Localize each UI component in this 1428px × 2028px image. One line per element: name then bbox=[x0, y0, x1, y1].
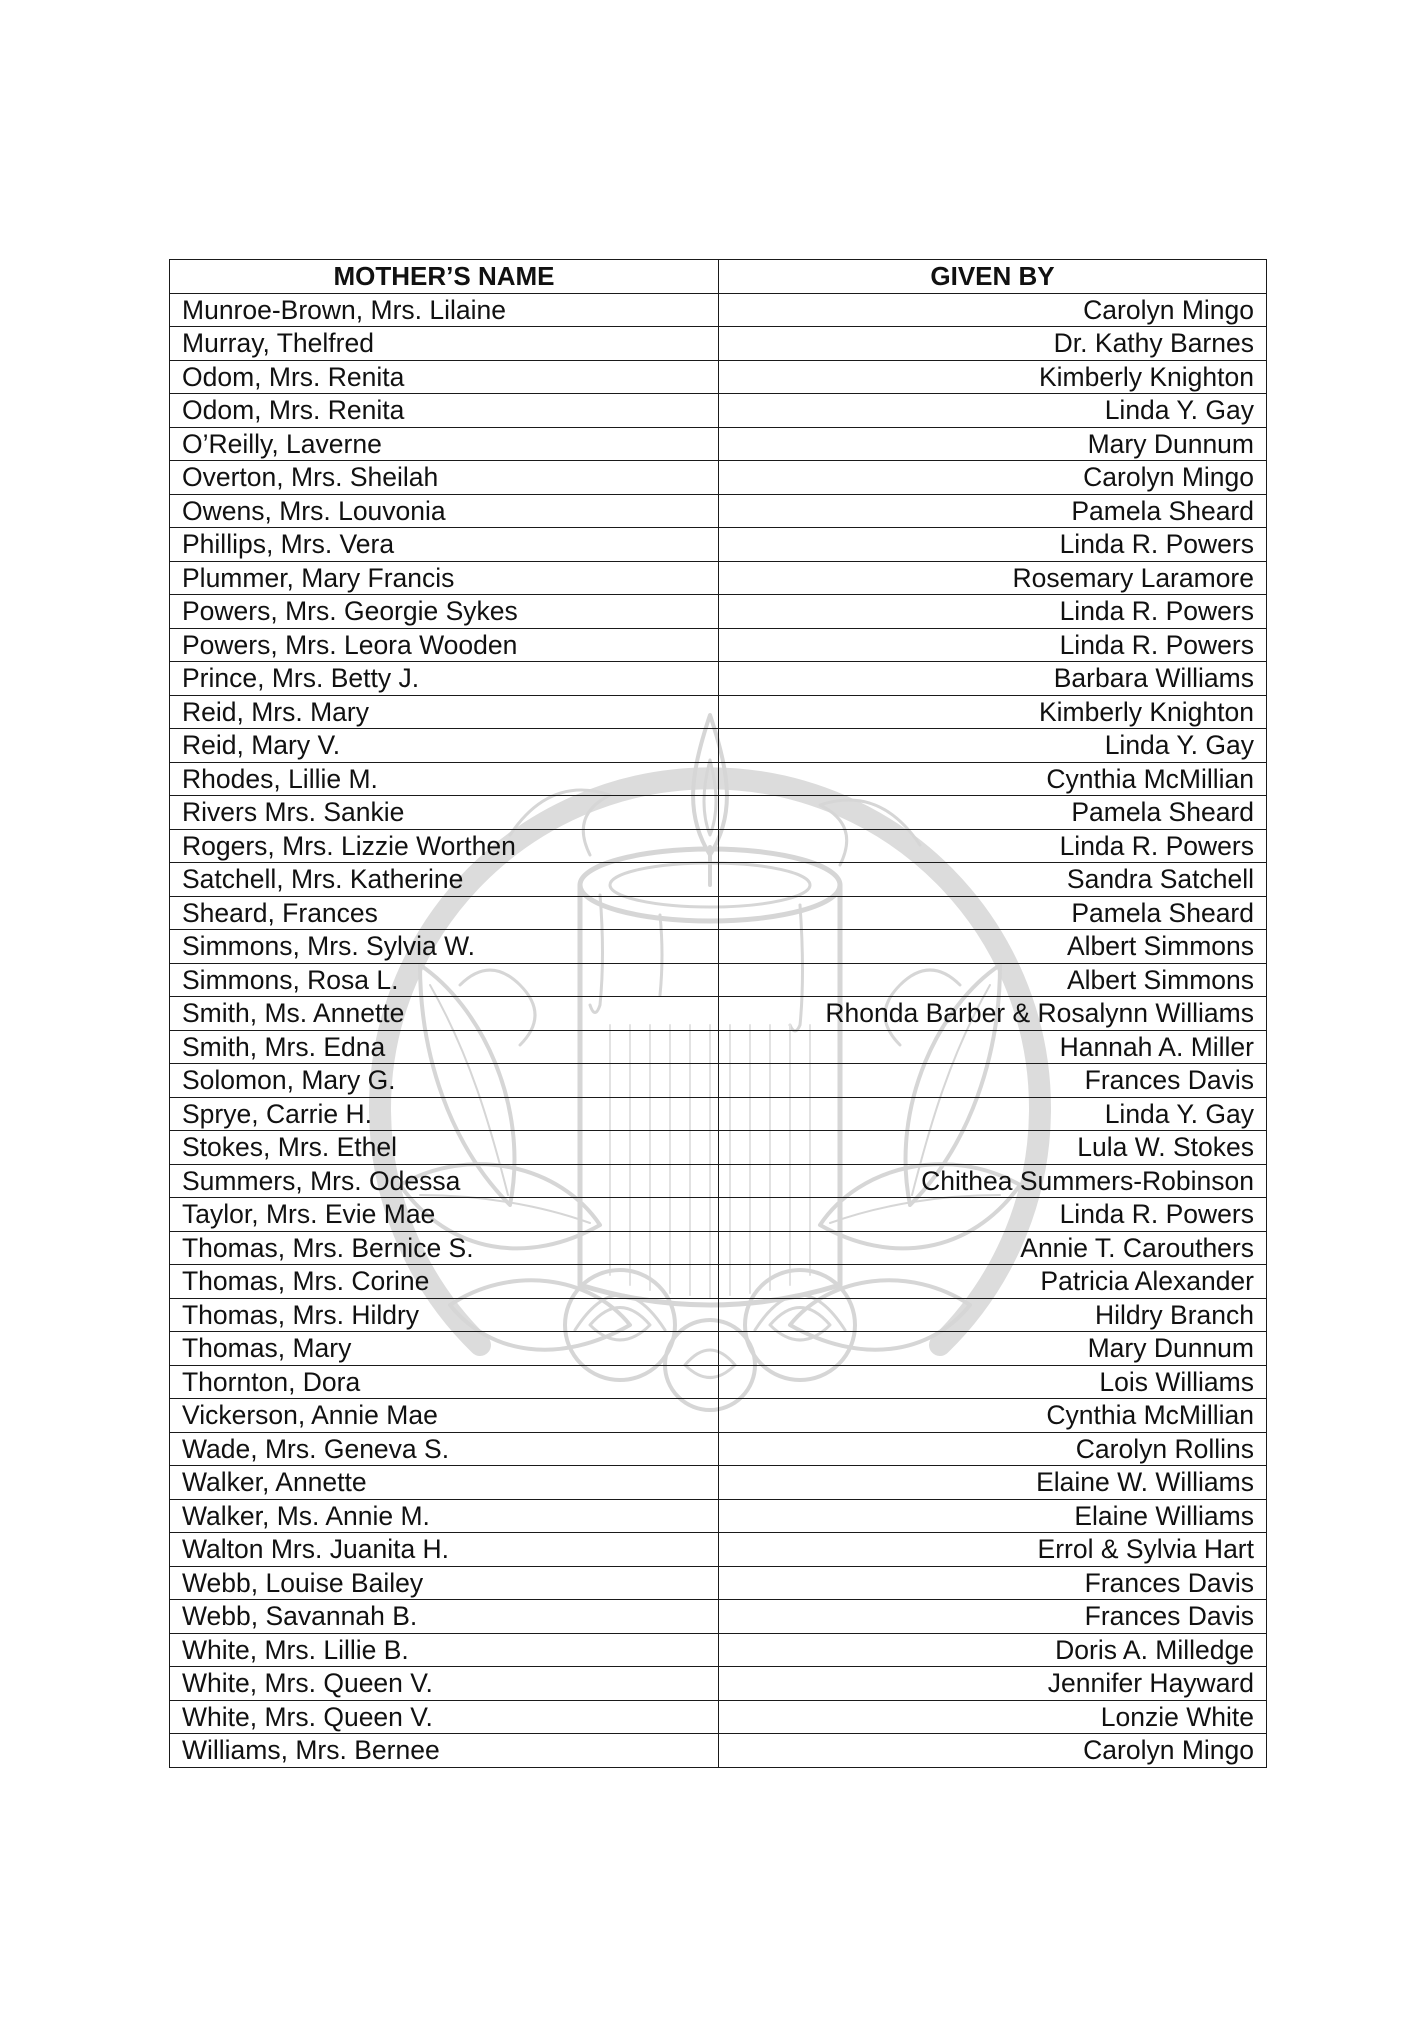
mother-name-cell: Sheard, Frances bbox=[170, 896, 719, 930]
mother-name-cell: Smith, Mrs. Edna bbox=[170, 1030, 719, 1064]
mother-name-cell: Simmons, Rosa L. bbox=[170, 963, 719, 997]
column-header-mothers-name: MOTHER’S NAME bbox=[170, 260, 719, 294]
table-row bbox=[170, 1332, 1267, 1366]
table-row bbox=[170, 1734, 1267, 1768]
table-row bbox=[170, 1600, 1267, 1634]
table-row bbox=[170, 1700, 1267, 1734]
mother-name-cell: Owens, Mrs. Louvonia bbox=[170, 494, 719, 528]
table-row bbox=[170, 1265, 1267, 1299]
table-row bbox=[170, 829, 1267, 863]
table-row bbox=[170, 494, 1267, 528]
mother-name-cell: Reid, Mrs. Mary bbox=[170, 695, 719, 729]
table-row bbox=[170, 863, 1267, 897]
given-by-cell: Dr. Kathy Barnes bbox=[719, 327, 1267, 361]
table-row bbox=[170, 1298, 1267, 1332]
given-by-cell: Mary Dunnum bbox=[719, 1332, 1267, 1366]
given-by-cell: Frances Davis bbox=[719, 1566, 1267, 1600]
table-row bbox=[170, 1566, 1267, 1600]
given-by-cell: Errol & Sylvia Hart bbox=[719, 1533, 1267, 1567]
given-by-cell: Linda Y. Gay bbox=[719, 394, 1267, 428]
mother-name-cell: Satchell, Mrs. Katherine bbox=[170, 863, 719, 897]
mother-name-cell: Powers, Mrs. Leora Wooden bbox=[170, 628, 719, 662]
table-row bbox=[170, 963, 1267, 997]
table-row bbox=[170, 528, 1267, 562]
table-row bbox=[170, 1466, 1267, 1500]
mother-name-cell: Phillips, Mrs. Vera bbox=[170, 528, 719, 562]
mother-name-cell: Stokes, Mrs. Ethel bbox=[170, 1131, 719, 1165]
table-header-row bbox=[170, 260, 1267, 294]
table-row bbox=[170, 1131, 1267, 1165]
given-by-cell: Frances Davis bbox=[719, 1600, 1267, 1634]
mother-name-cell: White, Mrs. Lillie B. bbox=[170, 1633, 719, 1667]
mother-name-cell: Reid, Mary V. bbox=[170, 729, 719, 763]
table-row bbox=[170, 1667, 1267, 1701]
mother-name-cell: Thomas, Mrs. Corine bbox=[170, 1265, 719, 1299]
mother-name-cell: Simmons, Mrs. Sylvia W. bbox=[170, 930, 719, 964]
mother-name-cell: Walton Mrs. Juanita H. bbox=[170, 1533, 719, 1567]
table-row bbox=[170, 394, 1267, 428]
mother-name-cell: Prince, Mrs. Betty J. bbox=[170, 662, 719, 696]
table-row bbox=[170, 293, 1267, 327]
table-row bbox=[170, 997, 1267, 1031]
given-by-cell: Rhonda Barber & Rosalynn Williams bbox=[719, 997, 1267, 1031]
given-by-cell: Pamela Sheard bbox=[719, 896, 1267, 930]
given-by-cell: Linda R. Powers bbox=[719, 628, 1267, 662]
table-row bbox=[170, 1164, 1267, 1198]
mother-name-cell: Wade, Mrs. Geneva S. bbox=[170, 1432, 719, 1466]
given-by-cell: Pamela Sheard bbox=[719, 494, 1267, 528]
mother-name-cell: Smith, Ms. Annette bbox=[170, 997, 719, 1031]
mother-name-cell: Thomas, Mary bbox=[170, 1332, 719, 1366]
mother-name-cell: Walker, Annette bbox=[170, 1466, 719, 1500]
mother-name-cell: Thornton, Dora bbox=[170, 1365, 719, 1399]
given-by-cell: Chithea Summers-Robinson bbox=[719, 1164, 1267, 1198]
mother-name-cell: Vickerson, Annie Mae bbox=[170, 1399, 719, 1433]
mother-name-cell: Solomon, Mary G. bbox=[170, 1064, 719, 1098]
mother-name-cell: Overton, Mrs. Sheilah bbox=[170, 461, 719, 495]
given-by-cell: Elaine Williams bbox=[719, 1499, 1267, 1533]
given-by-cell: Hildry Branch bbox=[719, 1298, 1267, 1332]
mother-name-cell: Rivers Mrs. Sankie bbox=[170, 796, 719, 830]
given-by-cell: Linda R. Powers bbox=[719, 829, 1267, 863]
tribute-table bbox=[169, 259, 1267, 1768]
table-row bbox=[170, 561, 1267, 595]
table-row bbox=[170, 1499, 1267, 1533]
given-by-cell: Albert Simmons bbox=[719, 930, 1267, 964]
table-row bbox=[170, 461, 1267, 495]
mother-name-cell: O’Reilly, Laverne bbox=[170, 427, 719, 461]
mother-name-cell: White, Mrs. Queen V. bbox=[170, 1667, 719, 1701]
table-row bbox=[170, 1399, 1267, 1433]
table-row bbox=[170, 1097, 1267, 1131]
mother-name-cell: Walker, Ms. Annie M. bbox=[170, 1499, 719, 1533]
given-by-cell: Doris A. Milledge bbox=[719, 1633, 1267, 1667]
given-by-cell: Annie T. Carouthers bbox=[719, 1231, 1267, 1265]
table-row bbox=[170, 762, 1267, 796]
given-by-cell: Linda R. Powers bbox=[719, 1198, 1267, 1232]
given-by-cell: Linda R. Powers bbox=[719, 528, 1267, 562]
given-by-cell: Mary Dunnum bbox=[719, 427, 1267, 461]
mother-name-cell: Summers, Mrs. Odessa bbox=[170, 1164, 719, 1198]
given-by-cell: Albert Simmons bbox=[719, 963, 1267, 997]
given-by-cell: Rosemary Laramore bbox=[719, 561, 1267, 595]
table-row bbox=[170, 662, 1267, 696]
mother-name-cell: Thomas, Mrs. Bernice S. bbox=[170, 1231, 719, 1265]
given-by-cell: Jennifer Hayward bbox=[719, 1667, 1267, 1701]
table-row bbox=[170, 360, 1267, 394]
mother-name-cell: Odom, Mrs. Renita bbox=[170, 360, 719, 394]
given-by-cell: Sandra Satchell bbox=[719, 863, 1267, 897]
mother-name-cell: Thomas, Mrs. Hildry bbox=[170, 1298, 719, 1332]
given-by-cell: Carolyn Rollins bbox=[719, 1432, 1267, 1466]
table-row bbox=[170, 1533, 1267, 1567]
table-row bbox=[170, 729, 1267, 763]
table-row bbox=[170, 1064, 1267, 1098]
table-row bbox=[170, 896, 1267, 930]
table-row bbox=[170, 1231, 1267, 1265]
mother-name-cell: White, Mrs. Queen V. bbox=[170, 1700, 719, 1734]
given-by-cell: Pamela Sheard bbox=[719, 796, 1267, 830]
given-by-cell: Carolyn Mingo bbox=[719, 293, 1267, 327]
table-row bbox=[170, 1365, 1267, 1399]
mother-name-cell: Sprye, Carrie H. bbox=[170, 1097, 719, 1131]
given-by-cell: Carolyn Mingo bbox=[719, 1734, 1267, 1768]
given-by-cell: Cynthia McMillian bbox=[719, 1399, 1267, 1433]
table-row bbox=[170, 1198, 1267, 1232]
mother-name-cell: Taylor, Mrs. Evie Mae bbox=[170, 1198, 719, 1232]
mother-name-cell: Williams, Mrs. Bernee bbox=[170, 1734, 719, 1768]
given-by-cell: Lula W. Stokes bbox=[719, 1131, 1267, 1165]
given-by-cell: Hannah A. Miller bbox=[719, 1030, 1267, 1064]
mother-name-cell: Webb, Louise Bailey bbox=[170, 1566, 719, 1600]
mother-name-cell: Rhodes, Lillie M. bbox=[170, 762, 719, 796]
given-by-cell: Cynthia McMillian bbox=[719, 762, 1267, 796]
table-row bbox=[170, 595, 1267, 629]
given-by-cell: Frances Davis bbox=[719, 1064, 1267, 1098]
table-row bbox=[170, 327, 1267, 361]
mother-name-cell: Plummer, Mary Francis bbox=[170, 561, 719, 595]
given-by-cell: Lonzie White bbox=[719, 1700, 1267, 1734]
given-by-cell: Linda R. Powers bbox=[719, 595, 1267, 629]
mother-name-cell: Webb, Savannah B. bbox=[170, 1600, 719, 1634]
mother-name-cell: Munroe-Brown, Mrs. Lilaine bbox=[170, 293, 719, 327]
table-row bbox=[170, 695, 1267, 729]
table-row bbox=[170, 796, 1267, 830]
table-row bbox=[170, 628, 1267, 662]
table-row bbox=[170, 1030, 1267, 1064]
mother-name-cell: Murray, Thelfred bbox=[170, 327, 719, 361]
mother-name-cell: Powers, Mrs. Georgie Sykes bbox=[170, 595, 719, 629]
mother-name-cell: Odom, Mrs. Renita bbox=[170, 394, 719, 428]
column-header-given-by: GIVEN BY bbox=[719, 260, 1267, 294]
given-by-cell: Elaine W. Williams bbox=[719, 1466, 1267, 1500]
table-row bbox=[170, 1432, 1267, 1466]
given-by-cell: Patricia Alexander bbox=[719, 1265, 1267, 1299]
given-by-cell: Linda Y. Gay bbox=[719, 729, 1267, 763]
mother-name-cell: Rogers, Mrs. Lizzie Worthen bbox=[170, 829, 719, 863]
table-row bbox=[170, 1633, 1267, 1667]
table-row bbox=[170, 427, 1267, 461]
given-by-cell: Kimberly Knighton bbox=[719, 360, 1267, 394]
given-by-cell: Linda Y. Gay bbox=[719, 1097, 1267, 1131]
table-body bbox=[170, 293, 1267, 1767]
given-by-cell: Kimberly Knighton bbox=[719, 695, 1267, 729]
given-by-cell: Carolyn Mingo bbox=[719, 461, 1267, 495]
given-by-cell: Barbara Williams bbox=[719, 662, 1267, 696]
table-row bbox=[170, 930, 1267, 964]
given-by-cell: Lois Williams bbox=[719, 1365, 1267, 1399]
